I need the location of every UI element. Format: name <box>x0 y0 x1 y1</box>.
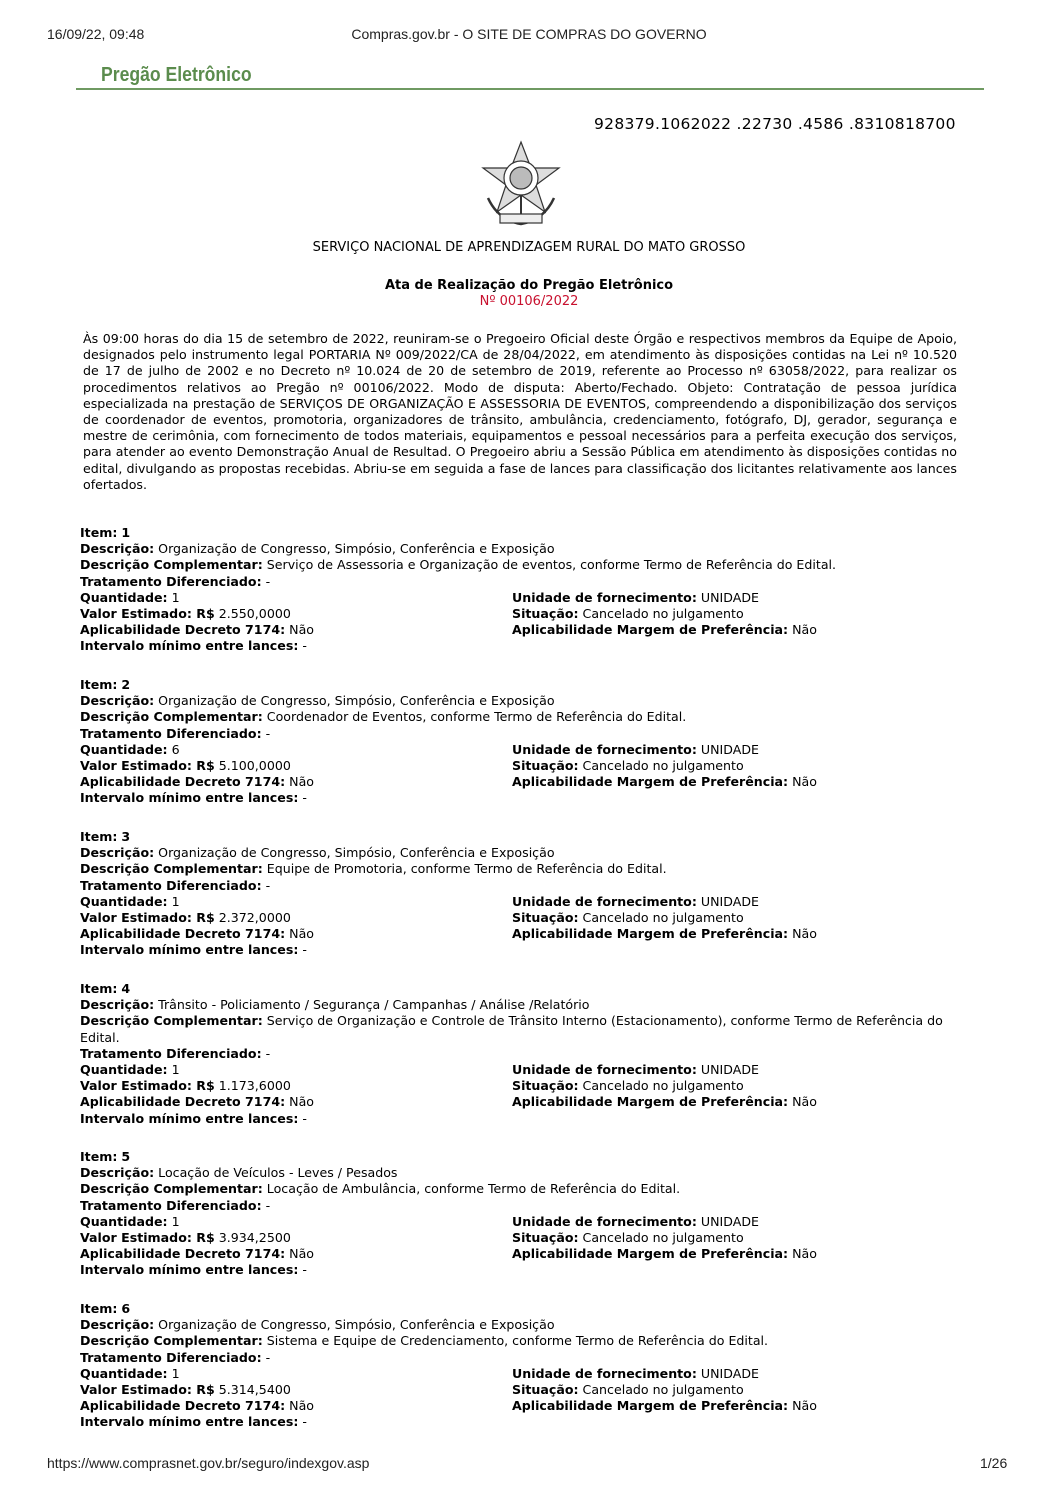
label-valor: Valor Estimado: R$ <box>80 606 215 622</box>
value-intervalo: - <box>302 1414 307 1430</box>
label-decreto: Aplicabilidade Decreto 7174: <box>80 774 286 790</box>
label-margem: Aplicabilidade Margem de Preferência: <box>512 926 789 942</box>
print-url: https://www.comprasnet.gov.br/seguro/indexgov.asp <box>47 1455 370 1471</box>
label-tratamento: Tratamento Diferenciado: <box>80 877 262 893</box>
label-intervalo: Intervalo mínimo entre lances: <box>80 942 299 958</box>
value-decreto: Não <box>289 1398 314 1414</box>
label-item: Item: <box>80 1149 118 1164</box>
label-item: Item: <box>80 1301 118 1316</box>
label-valor: Valor Estimado: R$ <box>80 910 215 926</box>
document-heading: Ata de Realização do Pregão Eletrônico <box>384 278 674 293</box>
value-unidade: UNIDADE <box>700 741 759 757</box>
label-tratamento: Tratamento Diferenciado: <box>80 1197 262 1213</box>
title-divider <box>76 88 984 90</box>
value-situacao: Cancelado no julgamento <box>582 1230 744 1246</box>
value-quantidade: 1 <box>171 1365 180 1381</box>
label-unidade: Unidade de fornecimento: <box>512 741 697 757</box>
label-intervalo: Intervalo mínimo entre lances: <box>80 1110 299 1126</box>
item-number: 3 <box>121 829 131 844</box>
value-intervalo: - <box>302 942 307 958</box>
value-quantidade: 1 <box>171 589 180 605</box>
value-valor: 5.100,0000 <box>218 758 291 774</box>
label-situacao: Situação: <box>512 1382 579 1398</box>
item-entry <box>80 525 950 655</box>
label-complementar: Descrição Complementar: <box>80 709 263 725</box>
item-entry <box>80 677 950 807</box>
value-decreto: Não <box>289 1246 314 1262</box>
value-margem: Não <box>792 1094 817 1110</box>
value-unidade: UNIDADE <box>700 1062 759 1078</box>
label-descricao: Descrição: <box>80 997 155 1013</box>
value-unidade: UNIDADE <box>700 589 759 605</box>
label-item: Item: <box>80 981 118 996</box>
value-tratamento: - <box>265 1349 271 1365</box>
label-intervalo: Intervalo mínimo entre lances: <box>80 1262 299 1278</box>
item-entry <box>80 1149 950 1279</box>
value-margem: Não <box>792 1246 817 1262</box>
value-valor: 3.934,2500 <box>218 1230 291 1246</box>
label-descricao: Descrição: <box>80 845 155 861</box>
label-descricao: Descrição: <box>80 693 155 709</box>
label-complementar: Descrição Complementar: <box>80 1181 263 1197</box>
label-complementar: Descrição Complementar: <box>80 557 263 573</box>
value-situacao: Cancelado no julgamento <box>582 910 744 926</box>
value-valor: 5.314,5400 <box>218 1382 291 1398</box>
label-decreto: Aplicabilidade Decreto 7174: <box>80 1246 286 1262</box>
value-complementar: Sistema e Equipe de Credenciamento, conforme Termo de Referência do Edital. <box>266 1333 769 1349</box>
label-descricao: Descrição: <box>80 541 155 557</box>
value-descricao: Organização de Congresso, Simpósio, Conferência e Exposição <box>158 1317 555 1333</box>
item-number: 6 <box>121 1301 131 1316</box>
organization-name: SERVIÇO NACIONAL DE APRENDIZAGEM RURAL DO MATO GROSSO <box>312 240 746 255</box>
value-margem: Não <box>792 1398 817 1414</box>
value-margem: Não <box>792 774 817 790</box>
label-tratamento: Tratamento Diferenciado: <box>80 573 262 589</box>
value-quantidade: 1 <box>171 1213 180 1229</box>
value-complementar: Serviço de Assessoria e Organização de eventos, conforme Termo de Referência do Edital. <box>266 557 837 573</box>
label-unidade: Unidade de fornecimento: <box>512 1062 697 1078</box>
item-entry <box>80 1301 950 1431</box>
print-datetime: 16/09/22, 09:48 <box>47 26 145 42</box>
label-tratamento: Tratamento Diferenciado: <box>80 1045 262 1061</box>
label-descricao: Descrição: <box>80 1165 155 1181</box>
value-valor: 2.550,0000 <box>218 606 291 622</box>
print-site-title: Compras.gov.br - O SITE DE COMPRAS DO GOVERNO <box>351 26 707 42</box>
label-margem: Aplicabilidade Margem de Preferência: <box>512 774 789 790</box>
value-tratamento: - <box>265 877 271 893</box>
value-intervalo: - <box>302 790 307 806</box>
document-number: Nº 00106/2022 <box>479 294 579 309</box>
label-descricao: Descrição: <box>80 1317 155 1333</box>
label-intervalo: Intervalo mínimo entre lances: <box>80 638 299 654</box>
label-quantidade: Quantidade: <box>80 893 168 909</box>
label-decreto: Aplicabilidade Decreto 7174: <box>80 1094 286 1110</box>
value-complementar: Serviço de Organização e Controle de Trânsito Interno (Estacionamento), conforme Termo de Referência do Edital. <box>80 1013 943 1045</box>
label-situacao: Situação: <box>512 1078 579 1094</box>
label-margem: Aplicabilidade Margem de Preferência: <box>512 1398 789 1414</box>
label-tratamento: Tratamento Diferenciado: <box>80 725 262 741</box>
label-decreto: Aplicabilidade Decreto 7174: <box>80 1398 286 1414</box>
item-entry <box>80 829 950 959</box>
item-number: 2 <box>121 677 131 692</box>
label-decreto: Aplicabilidade Decreto 7174: <box>80 926 286 942</box>
value-complementar: Locação de Ambulância, conforme Termo de Referência do Edital. <box>266 1181 681 1197</box>
label-complementar: Descrição Complementar: <box>80 1333 263 1349</box>
value-decreto: Não <box>289 926 314 942</box>
value-valor: 1.173,6000 <box>218 1078 291 1094</box>
value-decreto: Não <box>289 622 314 638</box>
value-valor: 2.372,0000 <box>218 910 291 926</box>
label-valor: Valor Estimado: R$ <box>80 1230 215 1246</box>
label-intervalo: Intervalo mínimo entre lances: <box>80 790 299 806</box>
label-item: Item: <box>80 525 118 540</box>
page-title: Pregão Eletrônico <box>101 64 252 86</box>
label-item: Item: <box>80 829 118 844</box>
value-descricao: Organização de Congresso, Simpósio, Conferência e Exposição <box>158 845 555 861</box>
item-number: 5 <box>121 1149 131 1164</box>
label-situacao: Situação: <box>512 606 579 622</box>
label-margem: Aplicabilidade Margem de Preferência: <box>512 1094 789 1110</box>
value-decreto: Não <box>289 1094 314 1110</box>
label-tratamento: Tratamento Diferenciado: <box>80 1349 262 1365</box>
value-situacao: Cancelado no julgamento <box>582 758 744 774</box>
label-quantidade: Quantidade: <box>80 1213 168 1229</box>
value-tratamento: - <box>265 1197 271 1213</box>
label-intervalo: Intervalo mínimo entre lances: <box>80 1414 299 1430</box>
intro-paragraph: Às 09:00 horas do dia 15 de setembro de 2022, reuniram-se o Pregoeiro Oficial deste Órgão e respectivos membros da Equipe de Apoio, designados pelo instrumento legal PORTARIA Nº 009/2022/CA de 28/04/2022, em atendimento às disposições contidas na Lei nº 10.520 de 17 de julho de 2002 e no Decreto nº 10.024 de 20 de setembro de 2019, referente ao Processo nº 63058/2022, para realizar os procedimentos relativos ao Pregão nº 00106/2022. Modo de disputa: Aberto/Fechado. Objeto: Contratação de pessoa jurídica especializada na prestação de SERVIÇOS DE ORGANIZAÇÃO E ASSESSORIA DE EVENTOS, compreendendo a disponibilização dos serviços de coordenador de eventos, promotoria, organizadores de trânsito, ambulância, credenciamento, fotógrafo, DJ, gerador, segurança e mestre de cerimônia, com fornecimento de todos materiais, equipamentos e pessoal necessários para a perfeita execução dos serviços, para atender ao evento Demonstração Anual de Resultad. O Pregoeiro abriu a Sessão Pública em atendimento às disposições contidas no edital, divulgando as propostas recebidas. Abriu-se em seguida a fase de lances para classificação dos licitantes relativamente aos lances ofertados. <box>83 331 957 492</box>
label-quantidade: Quantidade: <box>80 1365 168 1381</box>
label-situacao: Situação: <box>512 758 579 774</box>
label-margem: Aplicabilidade Margem de Preferência: <box>512 622 789 638</box>
label-unidade: Unidade de fornecimento: <box>512 589 697 605</box>
value-unidade: UNIDADE <box>700 1365 759 1381</box>
label-quantidade: Quantidade: <box>80 589 168 605</box>
item-number: 1 <box>121 525 131 540</box>
value-margem: Não <box>792 926 817 942</box>
label-situacao: Situação: <box>512 910 579 926</box>
label-quantidade: Quantidade: <box>80 1062 168 1078</box>
label-margem: Aplicabilidade Margem de Preferência: <box>512 1246 789 1262</box>
label-unidade: Unidade de fornecimento: <box>512 893 697 909</box>
label-unidade: Unidade de fornecimento: <box>512 1365 697 1381</box>
value-decreto: Não <box>289 774 314 790</box>
label-complementar: Descrição Complementar: <box>80 861 263 877</box>
value-intervalo: - <box>302 1262 307 1278</box>
value-margem: Não <box>792 622 817 638</box>
page-number: 1/26 <box>980 1455 1008 1471</box>
item-entry <box>80 981 950 1127</box>
label-valor: Valor Estimado: R$ <box>80 1382 215 1398</box>
value-unidade: UNIDADE <box>700 893 759 909</box>
value-descricao: Trânsito - Policiamento / Segurança / Campanhas / Análise /Relatório <box>158 997 590 1013</box>
value-quantidade: 6 <box>171 741 180 757</box>
value-descricao: Organização de Congresso, Simpósio, Conferência e Exposição <box>158 693 555 709</box>
value-descricao: Organização de Congresso, Simpósio, Conferência e Exposição <box>158 541 555 557</box>
label-complementar: Descrição Complementar: <box>80 1013 263 1029</box>
value-tratamento: - <box>265 725 271 741</box>
label-decreto: Aplicabilidade Decreto 7174: <box>80 622 286 638</box>
label-unidade: Unidade de fornecimento: <box>512 1213 697 1229</box>
label-quantidade: Quantidade: <box>80 741 168 757</box>
label-valor: Valor Estimado: R$ <box>80 1078 215 1094</box>
item-number: 4 <box>121 981 131 996</box>
value-tratamento: - <box>265 1045 271 1061</box>
value-situacao: Cancelado no julgamento <box>582 1382 744 1398</box>
value-tratamento: - <box>265 573 271 589</box>
label-item: Item: <box>80 677 118 692</box>
document-code: 928379.1062022 .22730 .4586 .8310818700 <box>594 115 956 133</box>
value-quantidade: 1 <box>171 893 180 909</box>
label-valor: Valor Estimado: R$ <box>80 758 215 774</box>
value-complementar: Coordenador de Eventos, conforme Termo de Referência do Edital. <box>266 709 687 725</box>
coat-of-arms-icon <box>478 138 564 230</box>
value-situacao: Cancelado no julgamento <box>582 606 744 622</box>
value-intervalo: - <box>302 1110 307 1126</box>
label-situacao: Situação: <box>512 1230 579 1246</box>
value-descricao: Locação de Veículos - Leves / Pesados <box>158 1165 398 1181</box>
value-intervalo: - <box>302 638 307 654</box>
value-situacao: Cancelado no julgamento <box>582 1078 744 1094</box>
value-quantidade: 1 <box>171 1062 180 1078</box>
value-unidade: UNIDADE <box>700 1213 759 1229</box>
value-complementar: Equipe de Promotoria, conforme Termo de Referência do Edital. <box>266 861 667 877</box>
